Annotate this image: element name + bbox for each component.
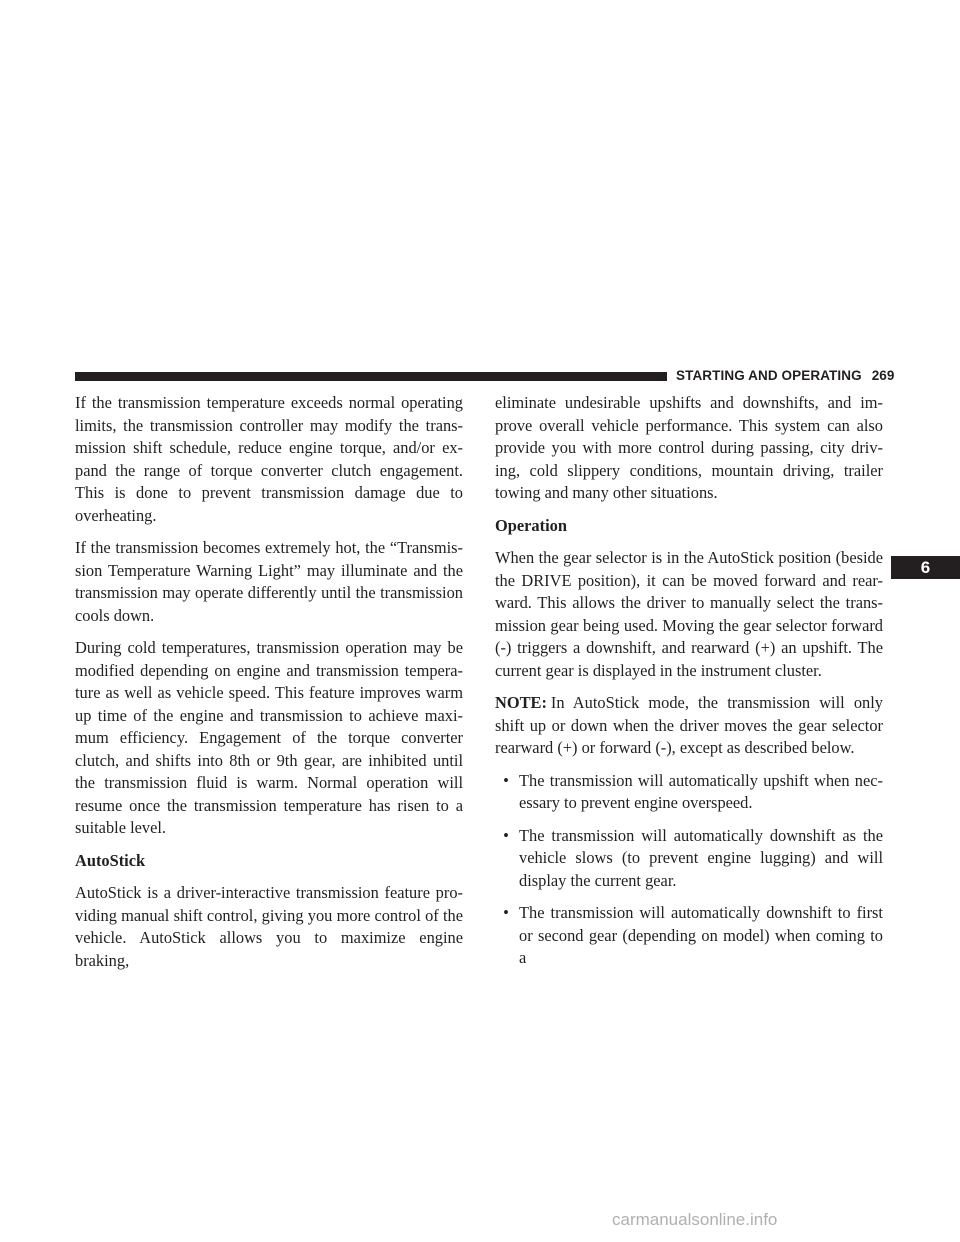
watermark: carmanualsonline.info (612, 1210, 778, 1229)
list-item-text: The transmission will automatically downshift as the vehicle slows (to prevent engine lugging) and will display the current gear. (519, 825, 883, 890)
paragraph-cold-temperatures: During cold temperatures, transmission operation may be modified depending on engine and transmission tempera- ture as well as vehicle speed. This feature improves warm up time of the engine and transmission to achieve maxi- mum efficiency. Engagement of the torque converter clutch, and shifts into 8th or 9th gear, are inhibited until the transmission fluid is warm. Normal operation will resume once the transmission temperature has risen to a suitable level. (75, 638, 463, 837)
paragraph-operation: When the gear selector is in the AutoStick position (beside the DRIVE position), it can be moved forward and rear- ward. This allows the driver to manually select the trans- mission gear being used. Moving the gear selector forward (-) triggers a downshift, and rearward (+) an upshift. The current gear is displayed in the instrument cluster. (495, 548, 883, 680)
page-number: 269 (871, 368, 895, 383)
right-column (495, 392, 883, 980)
list-item (495, 770, 883, 815)
heading-autostick: AutoStick (75, 850, 146, 870)
header-rule (75, 372, 667, 381)
left-column (75, 392, 463, 982)
bullet-list (495, 770, 883, 970)
list-item (495, 825, 883, 893)
paragraph-autostick: AutoStick is a driver-interactive transmission feature pro- viding manual shift control, giving you more control of the vehicle. AutoStick allows you to maximize engine braking, (75, 883, 463, 970)
section-title: STARTING AND OPERATING (676, 368, 862, 383)
running-header (676, 366, 895, 386)
note-text: In AutoStick mode, the transmission will only shift up or down when the driver moves the gear selector rearward (+) or forward (-), except as described below. (495, 693, 883, 757)
note-label: NOTE: (495, 693, 547, 712)
list-item (495, 902, 883, 970)
paragraph-extremely-hot: If the transmission becomes extremely hot, the “Transmis- sion Temperature Warning Light” may illuminate and the transmission may operate differently until the transmission cools down. (75, 538, 463, 625)
chapter-tab: 6 (891, 556, 960, 579)
paragraph-overheat: If the transmission temperature exceeds normal operating limits, the transmission controller may modify the trans- mission shift schedule, reduce engine torque, and/or ex- pand the range of torque converter clutch engagement. This is done to prevent transmission damage due to overheating. (75, 393, 463, 525)
list-item-text: The transmission will automatically downshift to first or second gear (depending on model) when coming to a (519, 903, 883, 967)
heading-operation: Operation (495, 515, 567, 535)
bullet-icon: • (503, 903, 509, 922)
bullet-icon: • (503, 825, 509, 845)
bullet-icon: • (503, 770, 509, 790)
list-item-text: The transmission will automatically upshift when nec- essary to prevent engine overspeed. (519, 770, 883, 812)
paragraph-continuation: eliminate undesirable upshifts and downshifts, and im- prove overall vehicle performance. This system can also provide you with more control during passing, city driv- ing, cold slippery conditions, mountain driving, trailer towing and many other situations. (495, 393, 883, 502)
note-block (495, 692, 883, 760)
